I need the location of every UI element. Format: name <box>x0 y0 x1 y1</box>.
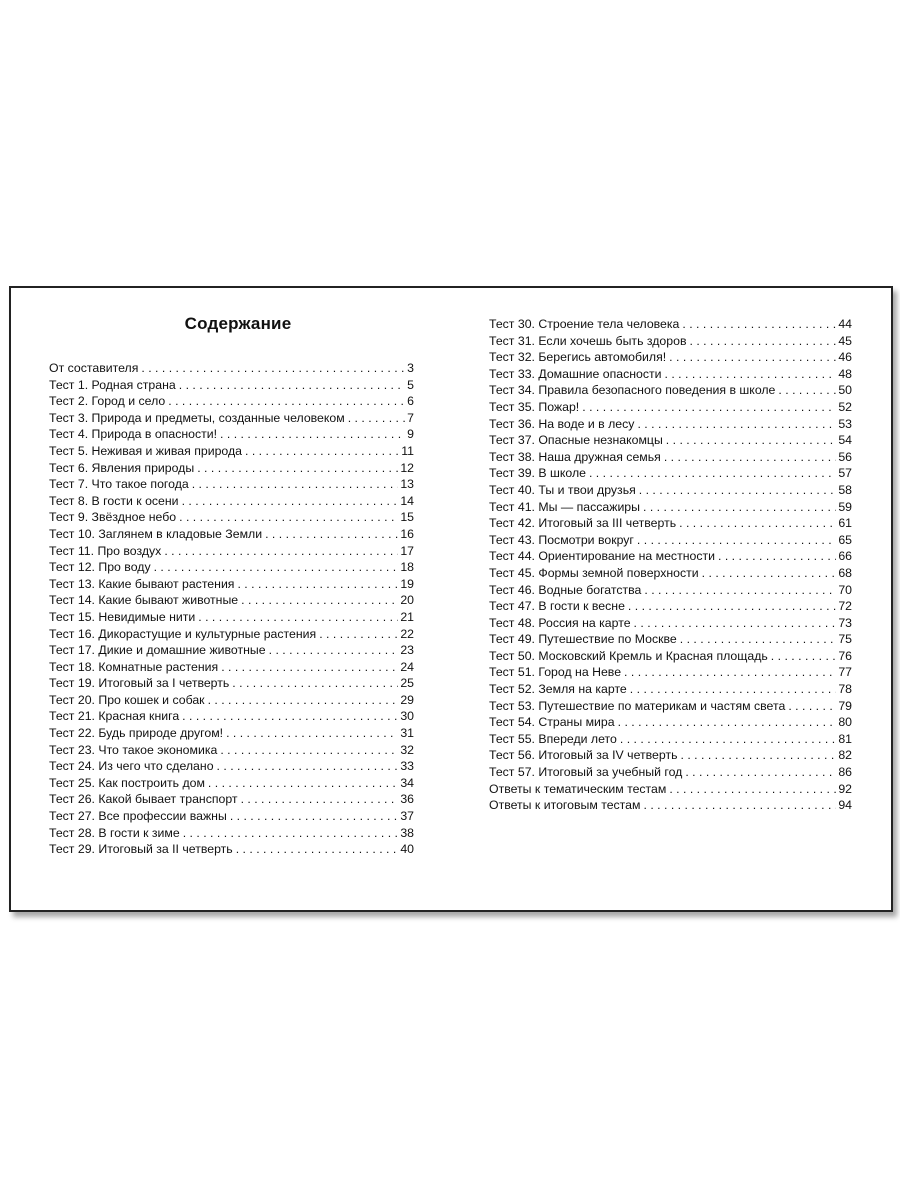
toc-entry <box>489 797 852 814</box>
dot-leader <box>220 426 405 443</box>
toc-entry-title: Тест 1. Родная страна <box>49 377 176 392</box>
toc-entry <box>489 781 852 798</box>
toc-entry <box>489 582 852 599</box>
toc-entry <box>489 731 852 748</box>
dot-leader <box>208 775 398 792</box>
toc-entry-page: 5 <box>407 377 414 392</box>
dot-leader <box>232 675 398 692</box>
dot-leader <box>682 316 836 333</box>
toc-entry <box>489 416 852 433</box>
toc-entry-title: Тест 52. Земля на карте <box>489 682 627 697</box>
toc-entry-page: 18 <box>400 560 414 575</box>
toc-right-column <box>489 316 852 814</box>
toc-entry <box>489 449 852 466</box>
toc-entry-title: Тест 12. Про воду <box>49 560 151 575</box>
dot-leader <box>689 333 836 350</box>
toc-entry-title: Тест 40. Ты и твои друзья <box>489 482 636 497</box>
toc-entry-title: Тест 41. Мы — пассажиры <box>489 499 640 514</box>
toc-entry <box>49 493 414 510</box>
toc-entry-title: Тест 45. Формы земной поверхности <box>489 565 699 580</box>
toc-entry-title: Тест 9. Звёздное небо <box>49 510 177 525</box>
toc-entry <box>49 775 414 792</box>
dot-leader <box>681 747 837 764</box>
toc-entry-title: Тест 18. Комнатные растения <box>49 659 219 674</box>
toc-entry-title: Тест 6. Явления природы <box>49 460 195 475</box>
dot-leader <box>665 366 837 383</box>
toc-entry-title: Тест 38. Наша дружная семья <box>489 449 661 464</box>
toc-entry <box>49 642 414 659</box>
toc-entry <box>489 432 852 449</box>
toc-entry-page: 9 <box>407 427 414 442</box>
dot-leader <box>643 499 836 516</box>
toc-entry <box>49 509 414 526</box>
toc-entry <box>49 692 414 709</box>
toc-entry-title: Тест 54. Страны мира <box>489 715 615 730</box>
dot-leader <box>679 515 836 532</box>
toc-entry-page: 38 <box>400 825 414 840</box>
toc-entry <box>489 482 852 499</box>
toc-entry-title: Тест 11. Про воздух <box>49 543 162 558</box>
toc-entry-title: Тест 28. В гости к зиме <box>49 825 180 840</box>
toc-entry-page: 45 <box>838 333 852 348</box>
dot-leader <box>637 532 836 549</box>
toc-entry <box>49 576 414 593</box>
toc-entry <box>49 742 414 759</box>
dot-leader <box>637 416 836 433</box>
toc-entry-title: Ответы к итоговым тестам <box>489 798 641 813</box>
toc-entry-title: Тест 46. Водные богатства <box>489 582 642 597</box>
toc-entry-title: Тест 36. На воде и в лесу <box>489 416 635 431</box>
toc-entry <box>49 426 414 443</box>
toc-entry-title: Тест 17. Дикие и домашние животные <box>49 643 266 658</box>
toc-entry-title: Тест 39. В школе <box>489 466 586 481</box>
toc-entry <box>489 764 852 781</box>
toc-entry <box>49 443 414 460</box>
toc-entry <box>489 465 852 482</box>
toc-entry-title: Тест 23. Что такое экономика <box>49 742 218 757</box>
toc-entry-page: 56 <box>838 449 852 464</box>
toc-entry <box>489 366 852 383</box>
toc-entry <box>489 598 852 615</box>
toc-entry-page: 94 <box>838 798 852 813</box>
toc-entry <box>49 526 414 543</box>
dot-leader <box>718 548 836 565</box>
toc-entry <box>489 648 852 665</box>
toc-entry-title: Тест 5. Неживая и живая природа <box>49 443 242 458</box>
toc-entry-page: 44 <box>838 317 852 331</box>
toc-entry-page: 20 <box>400 593 414 608</box>
toc-entry-page: 52 <box>838 399 852 414</box>
toc-entry-title: Тест 21. Красная книга <box>49 709 180 724</box>
toc-entry-page: 16 <box>400 526 414 541</box>
toc-entry-page: 15 <box>400 510 414 525</box>
toc-entry-title: Тест 55. Впереди лето <box>489 731 617 746</box>
dot-leader <box>182 708 398 725</box>
toc-entry-page: 33 <box>400 759 414 774</box>
dot-leader <box>680 631 837 648</box>
toc-entry <box>489 333 852 350</box>
toc-entry-page: 68 <box>838 565 852 580</box>
dot-leader <box>634 615 837 632</box>
dot-leader <box>208 692 399 709</box>
toc-entry-page: 72 <box>838 599 852 614</box>
toc-entry <box>49 791 414 808</box>
book-spread <box>9 286 893 912</box>
toc-entry-title: Тест 35. Пожар! <box>489 399 580 414</box>
dot-leader <box>236 841 399 858</box>
toc-entry <box>489 747 852 764</box>
toc-entry-page: 77 <box>838 665 852 680</box>
toc-entry-page: 22 <box>400 626 414 641</box>
toc-entry <box>489 382 852 399</box>
dot-leader <box>179 377 405 394</box>
toc-entry-title: Тест 26. Какой бывает транспорт <box>49 792 238 807</box>
toc-entry-title: Тест 37. Опасные незнакомцы <box>489 433 663 448</box>
toc-entry-page: 53 <box>838 416 852 431</box>
dot-leader <box>348 410 405 427</box>
toc-entry-title: Тест 8. В гости к осени <box>49 493 179 508</box>
toc-entry-page: 78 <box>838 682 852 697</box>
toc-entry-page: 80 <box>838 715 852 730</box>
dot-leader <box>182 493 399 510</box>
toc-entry-page: 73 <box>838 615 852 630</box>
toc-entry-page: 34 <box>400 775 414 790</box>
toc-entry-page: 19 <box>400 576 414 591</box>
toc-entry-title: Тест 10. Заглянем в кладовые Земли <box>49 526 263 541</box>
dot-leader <box>644 582 836 599</box>
dot-leader <box>226 725 398 742</box>
dot-leader <box>230 808 399 825</box>
dot-leader <box>217 758 399 775</box>
dot-leader <box>589 465 836 482</box>
toc-entry <box>49 360 414 377</box>
toc-entry-page: 24 <box>400 659 414 674</box>
toc-entry-title: Тест 57. Итоговый за учебный год <box>489 765 683 780</box>
toc-entry-page: 92 <box>838 781 852 796</box>
toc-entry-page: 50 <box>838 383 852 398</box>
toc-entry-page: 11 <box>401 443 414 458</box>
toc-entry <box>489 532 852 549</box>
dot-leader <box>685 764 836 781</box>
toc-entry <box>489 548 852 565</box>
toc-entry-page: 81 <box>838 731 852 746</box>
toc-entry <box>489 631 852 648</box>
dot-leader <box>664 449 837 466</box>
toc-entry-title: Тест 14. Какие бывают животные <box>49 593 239 608</box>
toc-entry-page: 86 <box>838 765 852 780</box>
toc-entry-page: 29 <box>400 692 414 707</box>
dot-leader <box>198 609 398 626</box>
toc-entry-page: 25 <box>400 676 414 691</box>
dot-leader <box>183 825 399 842</box>
toc-entry <box>489 565 852 582</box>
toc-entry-title: Тест 4. Природа в опасности! <box>49 427 218 442</box>
dot-leader <box>669 349 836 366</box>
toc-entry-page: 40 <box>400 842 414 857</box>
dot-leader <box>666 432 837 449</box>
toc-entry-page: 58 <box>838 482 852 497</box>
dot-leader <box>620 731 836 748</box>
toc-entry <box>489 615 852 632</box>
dot-leader <box>197 460 398 477</box>
toc-entry <box>489 499 852 516</box>
toc-entry <box>49 559 414 576</box>
toc-entry-title: Тест 51. Город на Неве <box>489 665 622 680</box>
toc-entry-page: 57 <box>838 466 852 481</box>
toc-entry-title: Тест 56. Итоговый за IV четверть <box>489 748 678 763</box>
dot-leader <box>269 642 399 659</box>
toc-entry-page: 76 <box>838 648 852 663</box>
dot-leader <box>771 648 837 665</box>
toc-entry-title: Тест 3. Природа и предметы, созданные человеком <box>49 410 345 425</box>
dot-leader <box>628 598 836 615</box>
toc-entry-page: 14 <box>400 493 414 508</box>
toc-entry <box>49 825 414 842</box>
toc-entry-title: Тест 19. Итоговый за I четверть <box>49 676 230 691</box>
dot-leader <box>643 797 836 814</box>
toc-entry <box>49 377 414 394</box>
dot-leader <box>702 565 837 582</box>
dot-leader <box>168 393 405 410</box>
toc-entry <box>489 349 852 366</box>
toc-entry-page: 75 <box>838 632 852 647</box>
toc-entry-page: 65 <box>838 532 852 547</box>
toc-entry-title: Ответы к тематическим тестам <box>489 781 667 796</box>
toc-entry <box>49 592 414 609</box>
toc-entry <box>49 725 414 742</box>
toc-entry-title: Тест 34. Правила безопасного поведения в школе <box>489 383 776 398</box>
toc-entry-title: Тест 53. Путешествие по материкам и частям света <box>489 698 786 713</box>
toc-entry-page: 61 <box>838 516 852 531</box>
toc-entry-page: 66 <box>838 549 852 564</box>
toc-entry-title: Тест 16. Дикорастущие и культурные растения <box>49 626 317 641</box>
dot-leader <box>164 543 398 560</box>
dot-leader <box>192 476 399 493</box>
toc-entry-page: 7 <box>407 410 414 425</box>
dot-leader <box>179 509 398 526</box>
toc-entry <box>49 543 414 560</box>
toc-entry-title: Тест 29. Итоговый за II четверть <box>49 842 233 857</box>
toc-entry-title: Тест 44. Ориентирование на местности <box>489 549 715 564</box>
toc-entry-page: 79 <box>838 698 852 713</box>
dot-leader <box>630 681 837 698</box>
dot-leader <box>778 382 836 399</box>
dot-leader <box>639 482 837 499</box>
toc-entry <box>489 515 852 532</box>
toc-entry-title: Тест 20. Про кошек и собак <box>49 692 205 707</box>
toc-entry-page: 70 <box>838 582 852 597</box>
toc-entry <box>49 626 414 643</box>
toc-entry <box>49 708 414 725</box>
toc-entry <box>489 681 852 698</box>
toc-entry <box>49 460 414 477</box>
dot-leader <box>265 526 398 543</box>
dot-leader <box>241 592 398 609</box>
toc-entry-page: 48 <box>838 366 852 381</box>
toc-entry-page: 21 <box>400 609 414 624</box>
toc-entry-page: 59 <box>838 499 852 514</box>
toc-entry-page: 3 <box>407 361 414 375</box>
dot-leader <box>624 664 836 681</box>
toc-entry-title: Тест 22. Будь природе другом! <box>49 726 224 741</box>
toc-entry <box>489 714 852 731</box>
dot-leader <box>154 559 399 576</box>
page-title: Содержание <box>184 314 292 333</box>
dot-leader <box>141 360 405 377</box>
dot-leader <box>220 742 398 759</box>
toc-entry <box>49 659 414 676</box>
toc-entry <box>49 609 414 626</box>
toc-entry <box>49 808 414 825</box>
toc-entry-title: Тест 33. Домашние опасности <box>489 366 662 381</box>
toc-entry-page: 13 <box>400 477 414 492</box>
dot-leader <box>788 698 836 715</box>
toc-entry-page: 31 <box>400 726 414 741</box>
toc-entry <box>489 664 852 681</box>
toc-entry-page: 23 <box>400 643 414 658</box>
toc-entry-title: Тест 42. Итоговый за III четверть <box>489 516 677 531</box>
dot-leader <box>241 791 399 808</box>
toc-entry-title: Тест 15. Невидимые нити <box>49 609 196 624</box>
toc-entry-page: 12 <box>400 460 414 475</box>
dot-leader <box>245 443 399 460</box>
toc-entry-title: Тест 50. Московский Кремль и Красная площадь <box>489 648 768 663</box>
dot-leader <box>618 714 837 731</box>
toc-entry-title: Тест 48. Россия на карте <box>489 615 631 630</box>
toc-entry-page: 54 <box>838 433 852 448</box>
dot-leader <box>319 626 398 643</box>
toc-entry-title: Тест 32. Берегись автомобиля! <box>489 350 667 365</box>
toc-entry-page: 17 <box>400 543 414 558</box>
toc-entry <box>489 399 852 416</box>
toc-entry-title: От составителя <box>49 361 139 375</box>
toc-entry-page: 30 <box>400 709 414 724</box>
toc-entry-title: Тест 47. В гости к весне <box>489 599 625 614</box>
dot-leader <box>582 399 836 416</box>
toc-entry <box>49 410 414 427</box>
toc-entry-title: Тест 43. Посмотри вокруг <box>489 532 634 547</box>
toc-entry <box>49 758 414 775</box>
toc-entry <box>489 698 852 715</box>
toc-entry-title: Тест 24. Из чего что сделано <box>49 759 214 774</box>
toc-entry <box>49 476 414 493</box>
toc-entry-title: Тест 2. Город и село <box>49 394 166 409</box>
toc-entry-title: Тест 13. Какие бывают растения <box>49 576 235 591</box>
toc-entry-page: 46 <box>838 350 852 365</box>
toc-entry-title: Тест 25. Как построить дом <box>49 775 205 790</box>
dot-leader <box>221 659 398 676</box>
toc-entry-title: Тест 31. Если хочешь быть здоров <box>489 333 687 348</box>
toc-entry-title: Тест 7. Что такое погода <box>49 477 189 492</box>
toc-entry-page: 36 <box>400 792 414 807</box>
toc-entry-page: 37 <box>400 809 414 824</box>
toc-entry-title: Тест 27. Все профессии важны <box>49 809 227 824</box>
toc-entry <box>49 393 414 410</box>
toc-entry <box>49 841 414 858</box>
toc-left-column <box>49 360 414 858</box>
toc-entry-title: Тест 30. Строение тела человека <box>489 317 680 331</box>
dot-leader <box>237 576 398 593</box>
toc-entry-title: Тест 49. Путешествие по Москве <box>489 632 677 647</box>
toc-entry-page: 82 <box>838 748 852 763</box>
dot-leader <box>669 781 836 798</box>
toc-entry <box>49 675 414 692</box>
toc-entry-page: 32 <box>400 742 414 757</box>
toc-entry-page: 6 <box>407 394 414 409</box>
toc-entry <box>489 316 852 333</box>
